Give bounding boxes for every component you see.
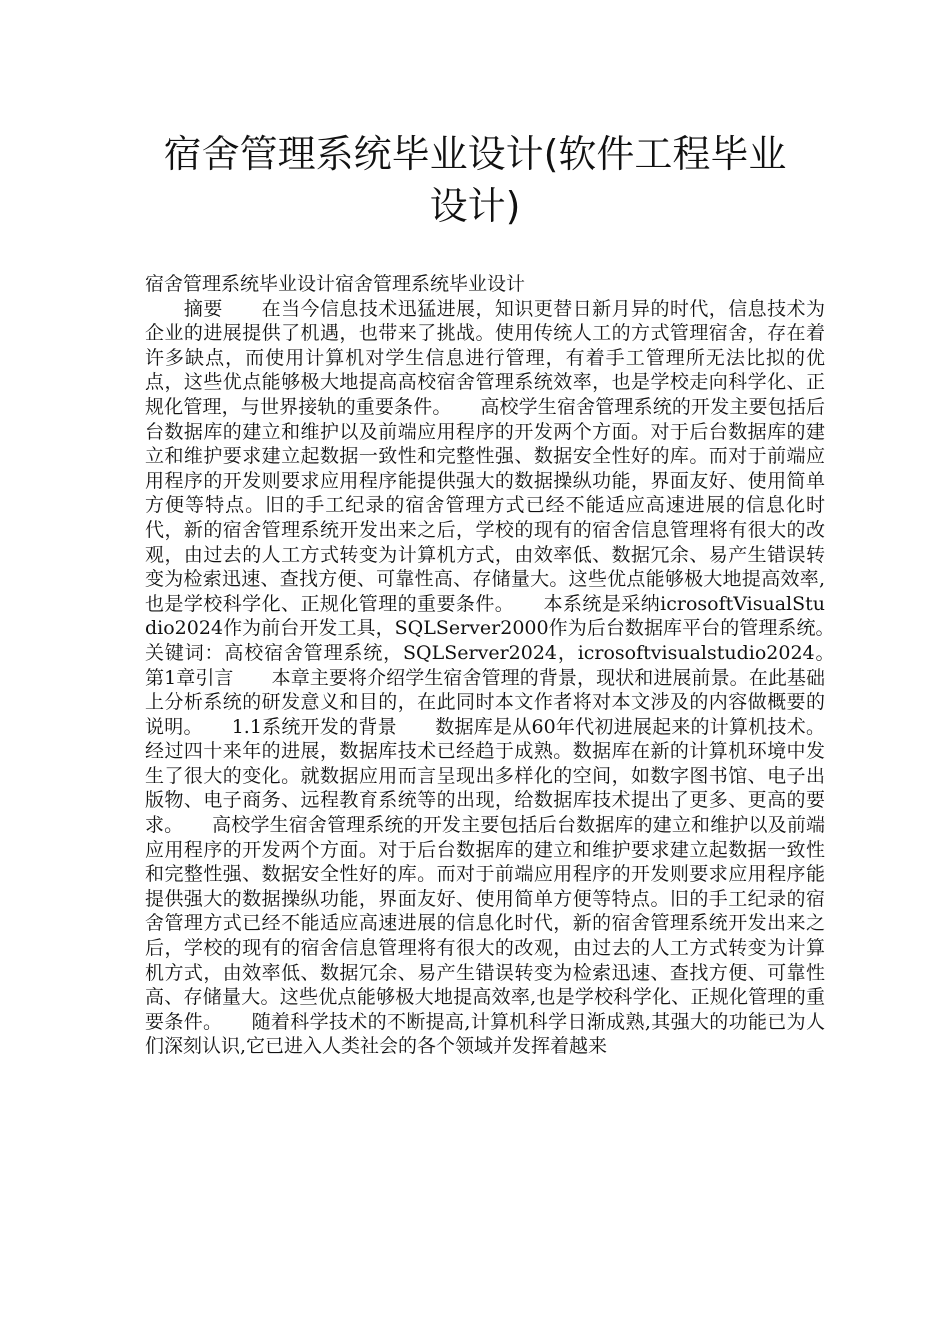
document-title: 宿舍管理系统毕业设计(软件工程毕业设计) <box>163 132 787 228</box>
document-subtitle-line: 宿舍管理系统毕业设计宿舍管理系统毕业设计 <box>145 273 526 295</box>
document-body <box>145 272 864 1059</box>
document-body-text: 摘要 在当今信息技术迅猛进展，知识更替日新月异的时代，信息技术为企业的进展提供了机遇，也带来了挑战。使用传统人工的方式管理宿舍，存在着许多缺点，而使用计算机对学生信息进行管理，有着手工管理所无法比拟的优点，这些优点能够极大地提高高校宿舍管理系统效率，也是学校走向科学化、正规化管理，与世界接轨的重要条件。 高校学生宿舍管理系统的开发主要包括后台数据库的建立和维护以及前端应用程序的开发两个方面。对于后台数据库的建立和维护要求建立起数据一致性和完整性强、数据安全性好的库。而对于前端应用程序的开发则要求应用程序能提供强大的数据操纵功能，界面友好、使用简单方便等特点。旧的手工纪录的宿舍管理方式已经不能适应高速进展的信息化时代，新的宿舍管理系统开发出来之后，学校的现有的宿舍信息管理将有很大的改观，由过去的人工方式转变为计算机方式，由效率低、数据冗余、易产生错误转变为检索迅速、查找方便、可靠性高、存储量大。这些优点能够极大地提高效率,也是学校科学化、正规化管理的重要条件。 本系统是采纳icrosoftVisualStudio2024作为前台开发工具，SQLServer2000作为后台数据库平台的管理系统。 关键词：高校宿舍管理系统，SQLServer2024，icrosoftvisualstudio2024。 第1章引言 本章主要将介绍学生宿舍管理的背景，现状和进展前景。在此基础上分析系统的研发意义和目的，在此同时本文作者将对本文涉及的内容做概要的说明。 1.1系统开发的背景 数据库是从60年代初进展起来的计算机技术。经过四十来年的进展，数据库技术已经趋于成熟。数据库在新的计算机环境中发生了很大的变化。就数据应用而言呈现出多样化的空间，如数字图书馆、电子出版物、电子商务、远程教育系统等的出现，给数据库技术提出了更多、更高的要求。 高校学生宿舍管理系统的开发主要包括后台数据库的建立和维护以及前端应用程序的开发两个方面。对于后台数据库的建立和维护要求建立起数据一致性和完整性强、数据安全性好的库。而对于前端应用程序的开发则要求应用程序能提供强大的数据操纵功能，界面友好、使用简单方便等特点。旧的手工纪录的宿舍管理方式已经不能适应高速进展的信息化时代，新的宿舍管理系统开发出来之后，学校的现有的宿舍信息管理将有很大的改观，由过去的人工方式转变为计算机方式，由效率低、数据冗余、易产生错误转变为检索迅速、查找方便、可靠性高、存储量大。这些优点能够极大地提高效率,也是学校科学化、正规化管理的重要条件。 随着科学技术的不断提高,计算机科学日渐成熟,其强大的功能已为人们深刻认识,它已进入人类社会的各个领域并发挥着越来 <box>145 297 864 1058</box>
